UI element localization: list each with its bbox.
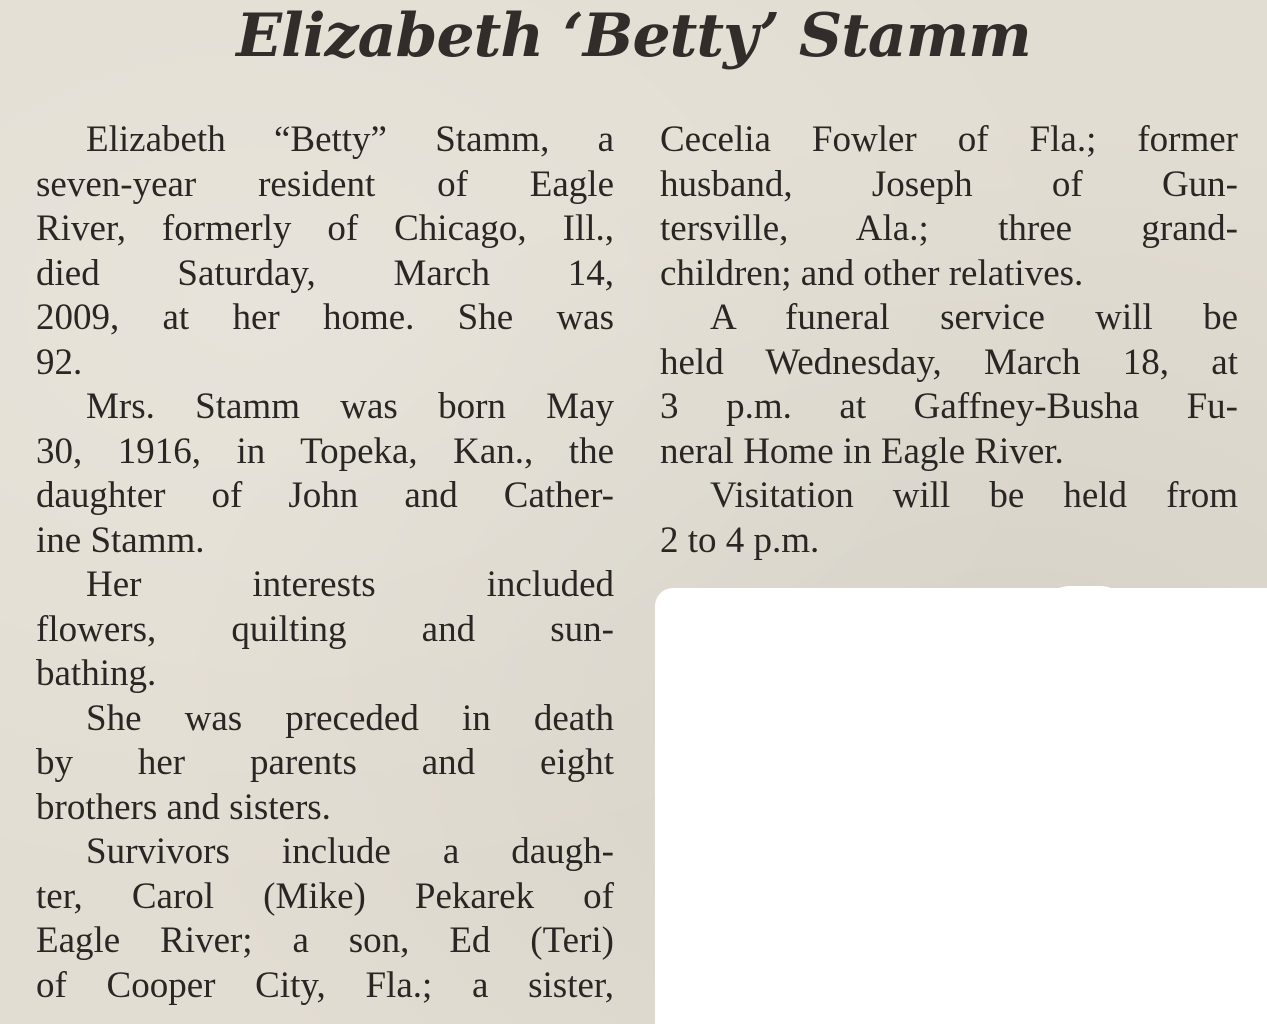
text-line: Cecelia Fowler of Fla.; former [660,119,1238,160]
text-line: daughter of John and Cather- [36,475,614,516]
text-line: husband, Joseph of Gun- [660,163,1238,205]
text-line: Mrs. Stamm was born May [86,386,614,427]
text-line: by her parents and eight [36,742,614,783]
text-line: 2009, at her home. She was [36,297,614,338]
text-line: River, formerly of Chicago, Ill., [36,208,614,249]
text-line: Her interests included [86,564,614,605]
text-line: died Saturday, March 14, [36,252,614,294]
text-line: seven-year resident of Eagle [36,163,614,205]
text-line: of Cooper City, Fla.; a sister, [36,964,614,1006]
text-line: ter, Carol (Mike) Pekarek of [36,875,614,917]
text-line: ine Stamm. [36,519,205,561]
text-line: She was preceded in death [86,697,614,739]
text-line: Eagle River; a son, Ed (Teri) [36,920,614,961]
text-line: bathing. [36,653,157,694]
blank-paper-area [655,588,1267,1024]
right-text-column [660,118,1238,563]
text-line: Survivors include a daugh- [86,831,614,872]
text-line: neral Home in Eagle River. [660,430,1064,472]
obituary-headline: Elizabeth ‘Betty’ Stamm [236,1,1031,71]
text-line: tersville, Ala.; three grand- [660,208,1238,249]
text-line: children; and other relatives. [660,252,1084,294]
text-line: Visitation will be held from [710,475,1238,516]
text-line: 3 p.m. at Gaffney-Busha Fu- [660,386,1238,427]
blank-paper-edge [1040,586,1130,616]
text-line: 92. [36,341,83,383]
text-line: 2 to 4 p.m. [660,519,820,561]
text-line: A funeral service will be [710,297,1238,338]
text-line: 30, 1916, in Topeka, Kan., the [36,430,614,472]
text-line: held Wednesday, March 18, at [660,341,1238,383]
text-line: brothers and sisters. [36,786,331,828]
left-text-column [36,118,614,1008]
text-line: flowers, quilting and sun- [36,608,614,650]
text-line: Elizabeth “Betty” Stamm, a [86,119,614,160]
